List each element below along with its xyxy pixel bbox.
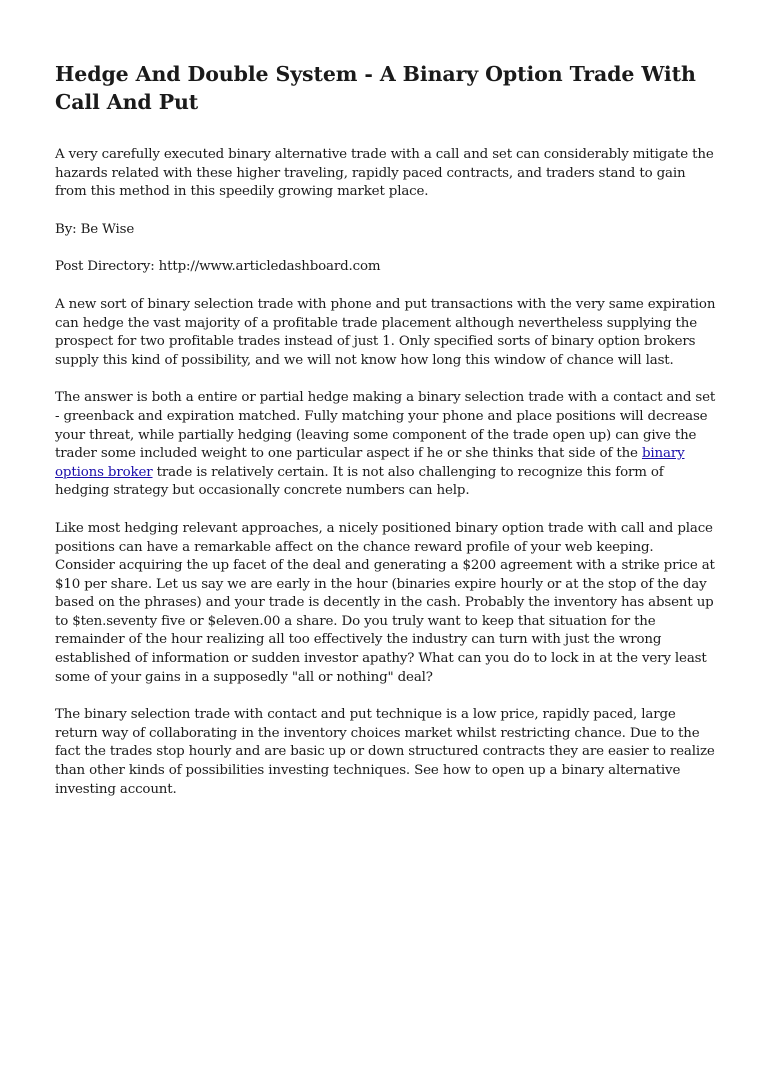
article-title: Hedge And Double System - A Binary Option Trade With Call And Put <box>55 62 696 114</box>
intro-paragraph: A very carefully executed binary alternative trade with a call and set can considerably mitigate the hazards related with these higher traveling, rapidly paced contracts, and traders stand to gain from this method in this speedily growing market place. <box>55 147 714 200</box>
body-paragraph-4: The binary selection trade with contact and put technique is a low price, rapidly paced, large return way of collaborating in the inventory choices market whilst restricting chance. Due to the fact the trades stop hourly and are basic up or down structured contracts they are easier to realize than other kinds of possibilities investing techniques. See how to open up a binary alternative investing account. <box>55 707 715 797</box>
article-page <box>55 60 717 818</box>
paragraph-2-text-after: trade is relatively certain. It is not also challenging to recognize this form of hedging strategy but occasionally concrete numbers can help. <box>55 464 664 499</box>
body-paragraph-2 <box>55 389 717 501</box>
paragraph-2-text-before: The answer is both a entire or partial hedge making a binary selection trade with a contact and set - greenback and expiration matched. Fully matching your phone and place positions will decrease your threat, while partially hedging (leaving some component of the trade open up) can give the trader some included weight to one particular aspect if he or she thinks that side of the <box>55 390 716 462</box>
binary-options-broker-link[interactable]: binary options broker <box>55 446 685 480</box>
body-paragraph-3: Like most hedging relevant approaches, a nicely positioned binary option trade with call and place positions can have a remarkable affect on the chance reward profile of your web keeping. Consider acquiring the up facet of the deal and generating a $200 agreement with a strike price at $10 per share. Let us say we are early in the hour (binaries expire hourly or at the stop of the day based on the phrases) and your trade is decently in the cash. Probably the inventory has absent up to $ten.seventy five or $eleven.00 a share. Do you truly want to keep that situation for the remainder of the hour realizing all too effectively the industry can turn with just the wrong established of information or sudden investor apathy? What can you do to lock in at the very least some of your gains in a supposedly "all or nothing" deal? <box>55 520 715 685</box>
post-directory: Post Directory: http://www.articledashboard.com <box>55 259 381 275</box>
byline: By: Be Wise <box>55 221 135 237</box>
body-paragraph-1: A new sort of binary selection trade with phone and put transactions with the very same expiration can hedge the vast majority of a profitable trade placement although nevertheless supplying the prospect for two profitable trades instead of just 1. Only specified sorts of binary option brokers supply this kind of possibility, and we will not know how long this window of chance will last. <box>55 296 716 368</box>
